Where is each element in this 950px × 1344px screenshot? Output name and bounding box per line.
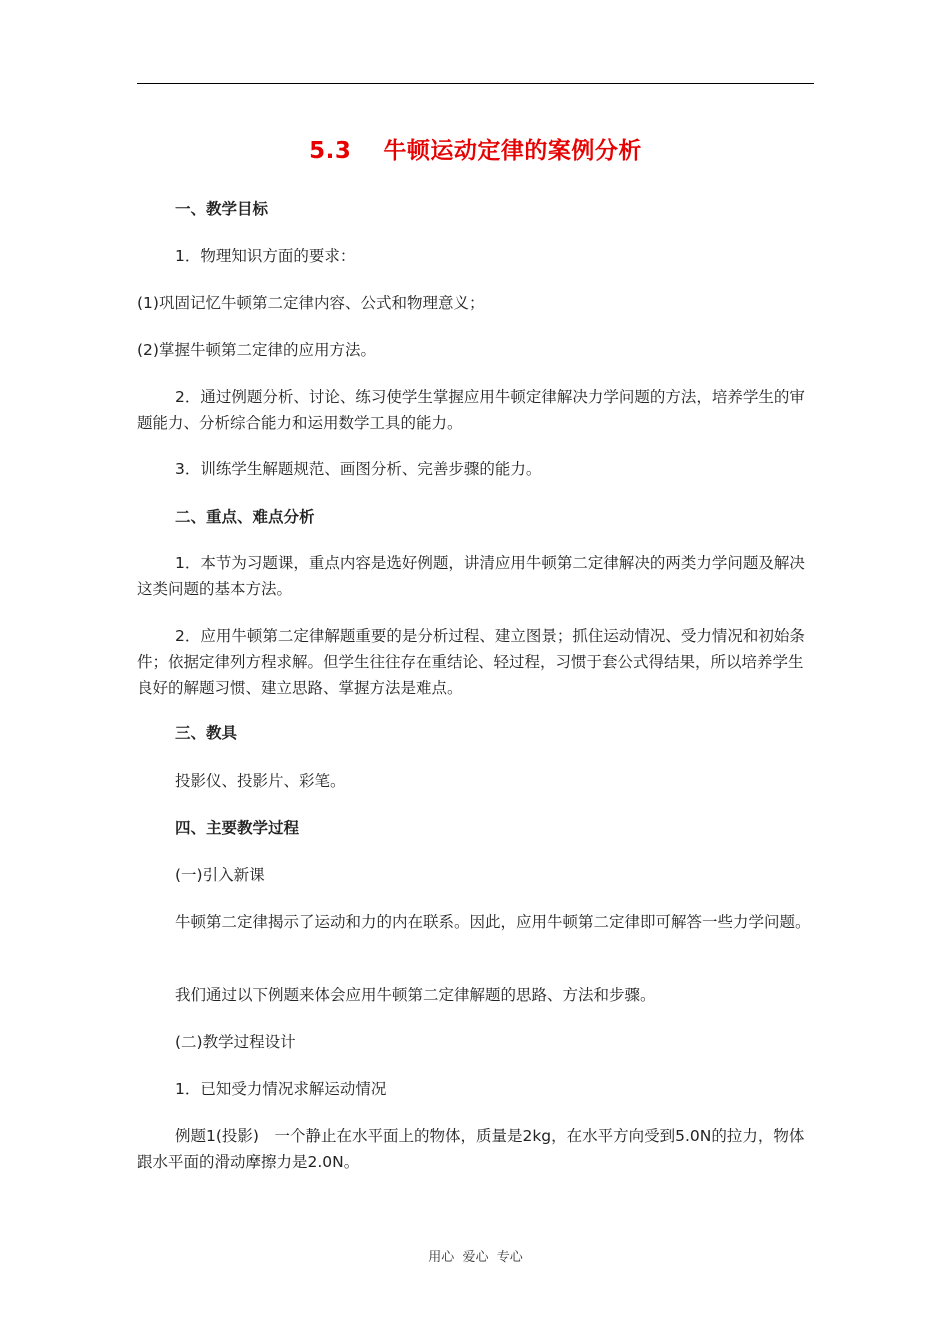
paragraph: 1．本节为习题课，重点内容是选好例题，讲清应用牛顿第二定律解决的两类力学问题及解决这类问题的基本方法。 (137, 554, 805, 598)
header-rule (137, 83, 814, 84)
paragraph: 例题1(投影) 一个静止在水平面上的物体，质量是2kg，在水平方向受到5.0N的拉力，物体跟水平面的滑动摩擦力是2.0N。 (137, 1127, 805, 1171)
document-title: 5.3 牛顿运动定律的案例分析 (309, 138, 642, 164)
paragraph: 牛顿第二定律揭示了运动和力的内在联系。因此，应用牛顿第二定律即可解答一些力学问题。 (175, 913, 811, 931)
paragraph: 2．应用牛顿第二定律解题重要的是分析过程、建立图景；抓住运动情况、受力情况和初始条件；依据定律列方程求解。但学生往往存在重结论、轻过程，习惯于套公式得结果，所以培养学生良好的解题习惯、建立思路、掌握方法是难点。 (137, 627, 805, 697)
paragraph: (1)巩固记忆牛顿第二定律内容、公式和物理意义； (137, 294, 485, 312)
paragraph: 1．已知受力情况求解运动情况 (175, 1080, 387, 1098)
paragraph: 2．通过例题分析、讨论、练习使学生掌握应用牛顿定律解决力学问题的方法，培养学生的审题能力、分析综合能力和运用数学工具的能力。 (137, 388, 805, 432)
section-heading-objectives: 一、教学目标 (175, 200, 269, 218)
paragraph: (2)掌握牛顿第二定律的应用方法。 (137, 341, 376, 359)
section-heading-teaching-process: 四、主要教学过程 (175, 819, 300, 837)
paragraph: 我们通过以下例题来体会应用牛顿第二定律解题的思路、方法和步骤。 (175, 986, 656, 1004)
paragraph: 1．物理知识方面的要求： (175, 247, 356, 265)
page-footer: 用心 爱心 专心 (428, 1250, 523, 1265)
section-heading-key-points: 二、重点、难点分析 (175, 508, 315, 526)
paragraph: (一)引入新课 (175, 866, 265, 884)
section-heading-teaching-aids: 三、教具 (175, 724, 238, 742)
paragraph: 3．训练学生解题规范、画图分析、完善步骤的能力。 (175, 460, 542, 478)
paragraph: (二)教学过程设计 (175, 1033, 296, 1051)
paragraph: 投影仪、投影片、彩笔。 (175, 772, 346, 790)
